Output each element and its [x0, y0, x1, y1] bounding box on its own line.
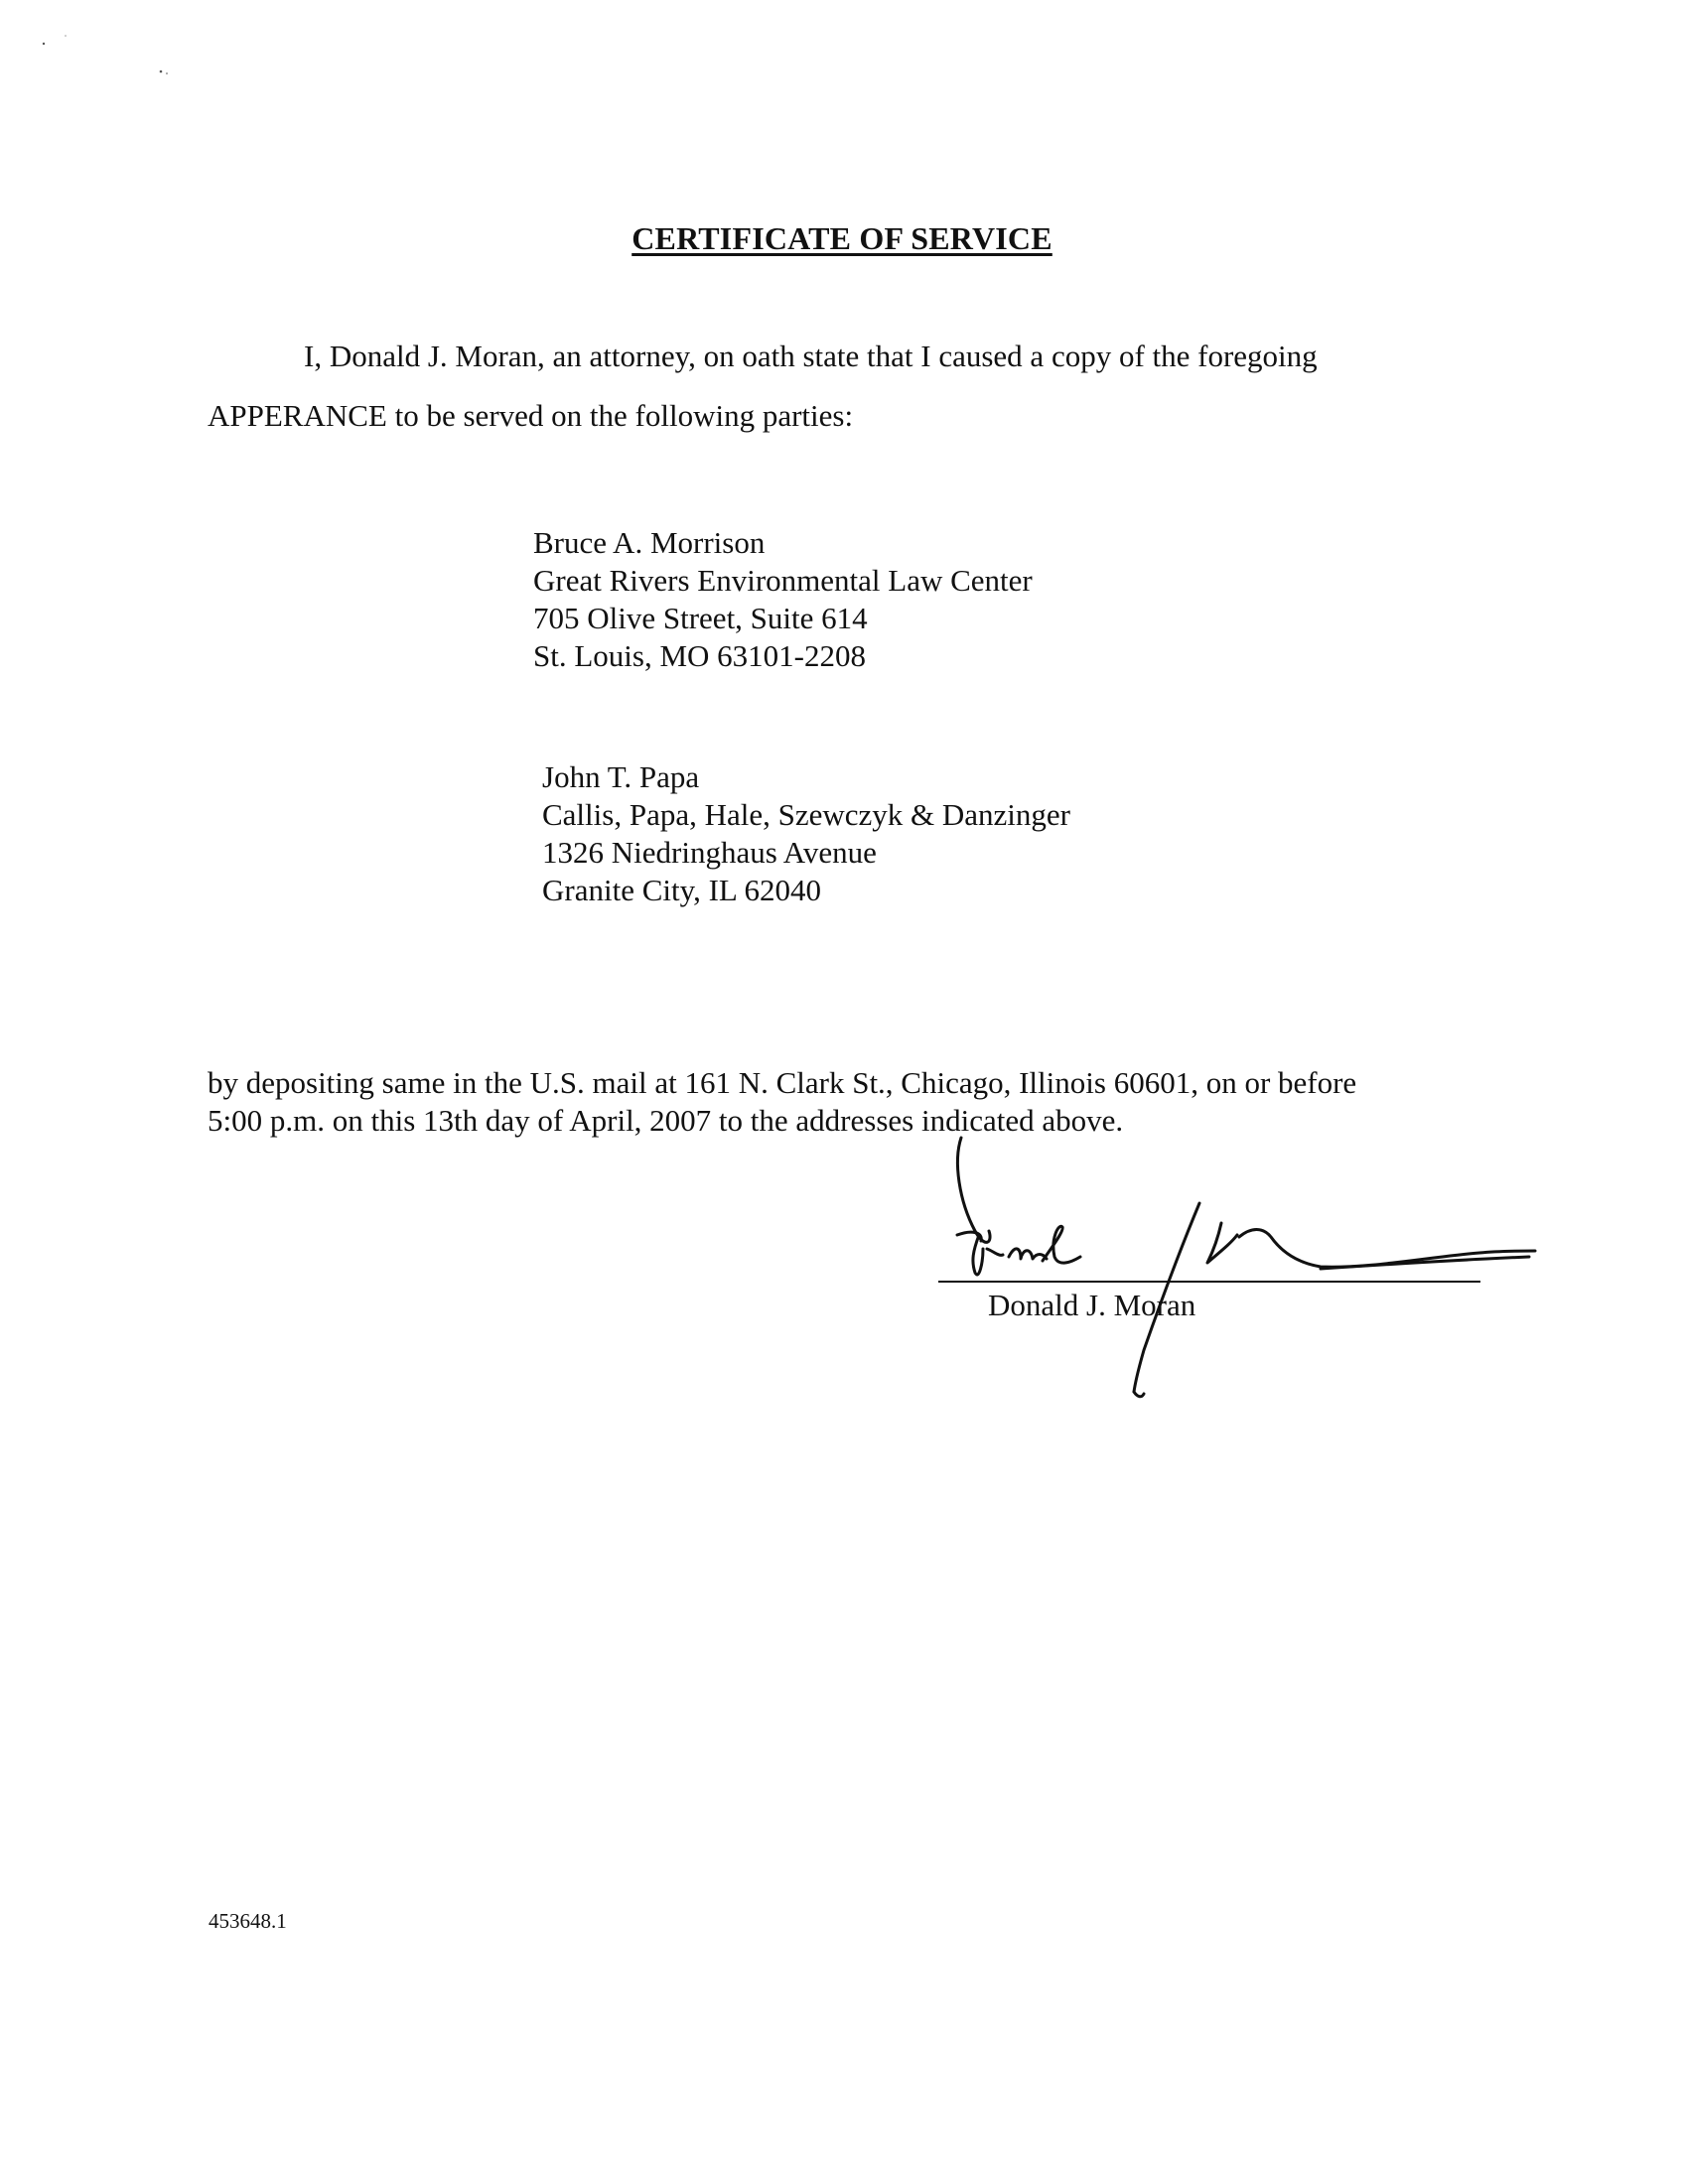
- recipient-name: Bruce A. Morrison: [533, 525, 766, 560]
- recipient-city: Granite City, IL 62040: [542, 873, 821, 907]
- recipient-block: [542, 758, 1070, 909]
- recipient-street: 1326 Niedringhaus Avenue: [542, 835, 877, 870]
- recipient-block: [533, 524, 1033, 675]
- signer-name: Donald J. Moran: [988, 1288, 1196, 1322]
- recipient-name: John T. Papa: [542, 759, 700, 794]
- handwritten-signature: [923, 1132, 1579, 1410]
- scan-specks: [40, 30, 179, 79]
- document-id: 453648.1: [209, 1909, 287, 1933]
- recipient-street: 705 Olive Street, Suite 614: [533, 601, 868, 635]
- recipient-org: Callis, Papa, Hale, Szewczyk & Danzinger: [542, 797, 1070, 832]
- intro-line-2: APPERANCE to be served on the following parties:: [208, 398, 854, 433]
- document-title: CERTIFICATE OF SERVICE: [632, 220, 1052, 256]
- closing-line-2: 5:00 p.m. on this 13th day of April, 2007 to the addresses indicated above.: [208, 1103, 1124, 1138]
- closing-line-1: by depositing same in the U.S. mail at 161 N. Clark St., Chicago, Illinois 60601, on or before: [208, 1065, 1357, 1100]
- recipient-city: St. Louis, MO 63101-2208: [533, 638, 866, 673]
- intro-line-1: I, Donald J. Moran, an attorney, on oath state that I caused a copy of the foregoing: [304, 339, 1318, 373]
- recipient-org: Great Rivers Environmental Law Center: [533, 563, 1033, 598]
